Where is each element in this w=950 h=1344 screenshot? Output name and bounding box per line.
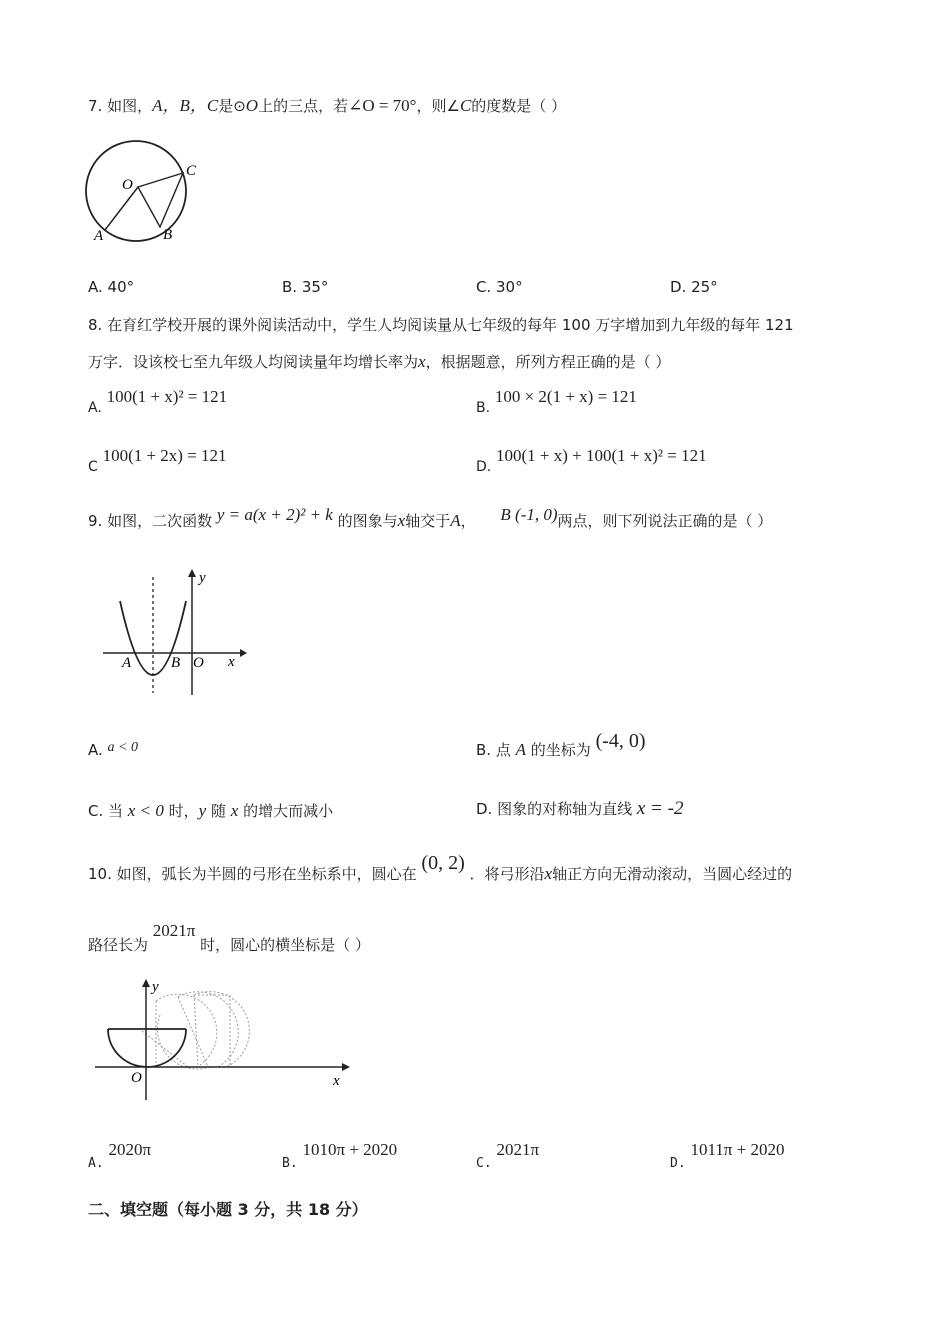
q8-option-a-math: 100(1 + x)² = 121 bbox=[106, 387, 228, 406]
q10-option-a-label: A. bbox=[88, 1156, 104, 1171]
q8-stem-line2 bbox=[88, 351, 670, 372]
q10-stem-line2 bbox=[88, 920, 370, 954]
q10-option-c[interactable] bbox=[476, 1140, 540, 1171]
q7-option-a[interactable]: A. 40° bbox=[88, 278, 135, 296]
q7-circle: O bbox=[245, 96, 259, 115]
q9-option-c-text3: 的增大而减小 bbox=[243, 802, 334, 820]
q8-stem-line1: 8. 在育红学校开展的课外阅读活动中，学生人均阅读量从七年级的每年 100 万字增加到九年级的每年 121 bbox=[88, 316, 794, 334]
q9-option-d[interactable] bbox=[476, 798, 683, 820]
q7-fig-label-a: A bbox=[94, 228, 104, 244]
q7-option-b[interactable]: B. 35° bbox=[282, 278, 329, 296]
q9-option-c-y: y bbox=[198, 801, 207, 820]
q8-line2-b: ，根据题意，所列方程正确的是（ ） bbox=[425, 353, 671, 371]
q7-option-d[interactable]: D. 25° bbox=[670, 278, 718, 296]
q9-option-c-text1: 时， bbox=[168, 802, 199, 820]
q9-option-c-label: C. 当 bbox=[88, 802, 124, 820]
q9-fig-label-o: O bbox=[193, 655, 204, 671]
q9-option-c-text2: 随 bbox=[210, 802, 226, 820]
q7-stem-e: 的度数是（ ） bbox=[471, 97, 567, 115]
q10-option-d-label: D. bbox=[670, 1156, 686, 1171]
q8-option-b-label: B. bbox=[476, 400, 491, 416]
q9-figure bbox=[95, 565, 255, 700]
q8-option-d[interactable] bbox=[476, 446, 707, 475]
q9-option-c[interactable] bbox=[88, 800, 333, 821]
q7-fig-label-o: O bbox=[122, 177, 133, 193]
q10-xvar: x bbox=[544, 864, 553, 883]
q10-option-a[interactable] bbox=[88, 1140, 152, 1171]
q7-stem-c: 上的三点，若 bbox=[258, 97, 349, 115]
q9-option-b-var: A bbox=[515, 740, 526, 759]
q7-stem-a: 7. 如图， bbox=[88, 97, 153, 115]
q9-function: y = a(x + 2)² + k bbox=[216, 505, 333, 524]
q7-vars: A，B，C bbox=[152, 96, 219, 115]
q8-option-b[interactable] bbox=[476, 387, 637, 416]
q10-option-c-value: 2021π bbox=[496, 1140, 540, 1159]
q7-stem bbox=[88, 91, 566, 116]
q10-option-d-value: 1011π + 2020 bbox=[690, 1140, 785, 1159]
q7-condition: ∠O = 70° bbox=[348, 96, 417, 115]
q9-option-b-math: (-4, 0) bbox=[595, 730, 646, 752]
q10-stem-a: 10. 如图，弧长为半圆的弓形在坐标系中，圆心在 bbox=[88, 865, 417, 883]
q9-option-c-x: x bbox=[230, 801, 239, 820]
q10-option-a-value: 2020π bbox=[108, 1140, 152, 1159]
q8-option-a-label: A. bbox=[88, 400, 102, 416]
q10-figure bbox=[90, 975, 360, 1105]
section-2-title: 二、填空题（每小题 3 分，共 18 分） bbox=[88, 1200, 368, 1219]
q9-avar: A bbox=[450, 511, 461, 530]
q9-option-b-label: B. 点 bbox=[476, 741, 511, 759]
q10-fig-label-y: y bbox=[152, 979, 159, 995]
q9-option-a[interactable] bbox=[88, 737, 138, 759]
q9-stem bbox=[88, 505, 773, 531]
q9-fig-label-a: A bbox=[122, 655, 132, 671]
q10-stem-b: ．将弓形沿 bbox=[469, 865, 545, 883]
q9-stem-a: 9. 如图，二次函数 bbox=[88, 512, 213, 530]
q9-stem-d: ， bbox=[460, 512, 476, 530]
q9-option-b-text: 的坐标为 bbox=[530, 741, 591, 759]
q9-stem-b: 的图象与 bbox=[337, 512, 398, 530]
q9-stem-c: 轴交于 bbox=[405, 512, 451, 530]
q9-option-c-math: x < 0 bbox=[127, 801, 164, 820]
q8-line2-var: x bbox=[418, 352, 426, 371]
q7-stem-b: 是⊙ bbox=[218, 97, 246, 115]
q10-option-c-label: C. bbox=[476, 1156, 492, 1171]
q8-option-b-math: 100 × 2(1 + x) = 121 bbox=[494, 387, 637, 406]
q9-option-a-math: a < 0 bbox=[107, 740, 138, 755]
q9-stem-e: 两点，则下列说法正确的是（ ） bbox=[557, 512, 773, 530]
q8-option-d-math: 100(1 + x) + 100(1 + x)² = 121 bbox=[496, 446, 707, 465]
q9-xvar: x bbox=[397, 511, 406, 530]
q10-path-length: 2021π bbox=[152, 921, 196, 940]
q10-option-b[interactable] bbox=[282, 1140, 398, 1171]
q9-point-b: B (-1, 0) bbox=[500, 505, 558, 524]
q10-option-d[interactable] bbox=[670, 1140, 785, 1171]
q9-fig-label-b: B bbox=[171, 655, 181, 671]
q7-fig-label-b: B bbox=[163, 227, 173, 243]
q10-stem-line1 bbox=[88, 852, 793, 883]
q8-option-d-label: D. bbox=[476, 459, 492, 475]
q10-center: (0, 2) bbox=[421, 852, 465, 874]
q7-option-c[interactable]: C. 30° bbox=[476, 278, 523, 296]
q7-fig-label-c: C bbox=[186, 163, 197, 179]
q8-option-c-label: C bbox=[88, 459, 98, 475]
q9-option-d-label: D. 图象的对称轴为直线 bbox=[476, 800, 633, 818]
q10-line2-b: 时，圆心的横坐标是（ ） bbox=[200, 936, 370, 954]
q7-target: C bbox=[459, 96, 472, 115]
q7-stem-d: ，则∠ bbox=[416, 97, 460, 115]
q10-option-b-label: B. bbox=[282, 1156, 298, 1171]
q8-option-c[interactable] bbox=[88, 446, 227, 475]
q7-figure bbox=[80, 135, 210, 250]
q10-line2-a: 路径长为 bbox=[88, 936, 149, 954]
q10-stem-c: 轴正方向无滑动滚动，当圆心经过的 bbox=[552, 865, 793, 883]
q10-fig-label-x: x bbox=[333, 1073, 340, 1089]
q8-option-a[interactable] bbox=[88, 387, 228, 416]
q9-option-a-label: A. bbox=[88, 741, 103, 759]
q8-option-c-math: 100(1 + 2x) = 121 bbox=[102, 446, 227, 465]
q9-fig-label-x: x bbox=[228, 654, 235, 670]
q9-fig-label-y: y bbox=[199, 570, 206, 586]
q10-option-b-value: 1010π + 2020 bbox=[302, 1140, 398, 1159]
q9-option-b[interactable] bbox=[476, 730, 646, 759]
q8-line2-a: 万字．设该校七至九年级人均阅读量年均增长率为 bbox=[88, 353, 419, 371]
q9-option-d-math: x = -2 bbox=[636, 798, 684, 819]
q10-fig-label-o: O bbox=[131, 1070, 142, 1086]
